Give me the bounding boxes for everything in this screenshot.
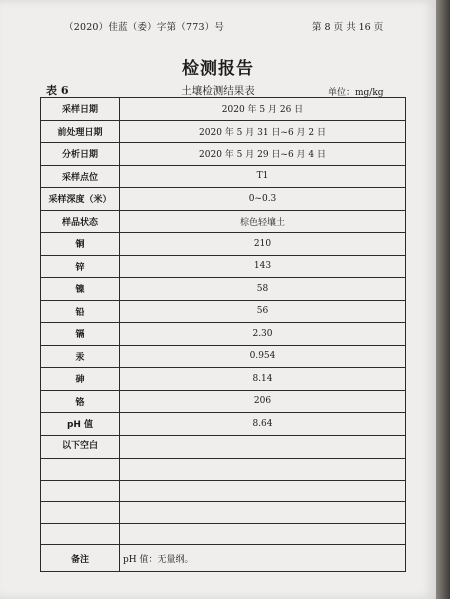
row-value: 8.14 <box>120 368 406 391</box>
table-row <box>41 323 406 346</box>
row-value: 210 <box>120 233 406 256</box>
empty-cell <box>120 435 406 459</box>
empty-row <box>41 523 406 545</box>
empty-cell <box>120 502 406 524</box>
table-row <box>41 188 406 211</box>
table-row <box>41 143 406 166</box>
table-row <box>41 413 406 436</box>
table-number: 表 6 <box>46 84 69 97</box>
blank-marker-row <box>41 435 406 459</box>
row-label: 样品状态 <box>41 210 120 233</box>
page-indicator: 第 8 页 共 16 页 <box>312 22 384 33</box>
row-label: 铜 <box>41 233 120 256</box>
empty-row <box>41 480 406 502</box>
row-value: T1 <box>120 165 406 188</box>
document-number: （2020）佳蓝（委）字第（773）号 <box>64 22 225 33</box>
row-label: 分析日期 <box>41 143 120 166</box>
table-row <box>41 255 406 278</box>
page-edge-shadow <box>436 0 450 599</box>
blank-marker: 以下空白 <box>41 435 120 459</box>
row-label: 前处理日期 <box>41 120 120 143</box>
empty-cell <box>120 480 406 502</box>
row-label: 汞 <box>41 345 120 368</box>
empty-row <box>41 459 406 481</box>
soil-results-table <box>40 97 406 572</box>
empty-cell <box>41 502 120 524</box>
row-value: 2.30 <box>120 323 406 346</box>
row-value: 56 <box>120 300 406 323</box>
row-value: 2020 年 5 月 31 日~6 月 2 日 <box>120 120 406 143</box>
row-label: 铅 <box>41 300 120 323</box>
row-value: 2020 年 5 月 29 日~6 月 4 日 <box>120 143 406 166</box>
empty-row <box>41 502 406 524</box>
table-row <box>41 233 406 256</box>
row-label: pH 值 <box>41 413 120 436</box>
table-title: 土壤检测结果表 <box>181 85 255 97</box>
table-row <box>41 120 406 143</box>
row-label: 锌 <box>41 255 120 278</box>
remark-label: 备注 <box>41 545 120 572</box>
row-value: 8.64 <box>120 413 406 436</box>
remark-row <box>41 545 406 572</box>
row-label: 铬 <box>41 390 120 413</box>
row-value: 0~0.3 <box>120 188 406 211</box>
row-label: 采样深度（米） <box>41 188 120 211</box>
empty-cell <box>120 459 406 481</box>
empty-cell <box>120 523 406 545</box>
remark-text: pH 值：无量纲。 <box>120 545 406 572</box>
row-value: 58 <box>120 278 406 301</box>
row-value: 0.954 <box>120 345 406 368</box>
table-row <box>41 210 406 233</box>
results-table-body <box>41 98 406 572</box>
empty-cell <box>41 459 120 481</box>
row-label: 镉 <box>41 323 120 346</box>
unit-label: 单位：mg/kg <box>328 88 384 98</box>
empty-cell <box>41 523 120 545</box>
table-row <box>41 345 406 368</box>
table-row <box>41 390 406 413</box>
row-value: 143 <box>120 255 406 278</box>
row-label: 采样点位 <box>41 165 120 188</box>
empty-cell <box>41 480 120 502</box>
table-row <box>41 300 406 323</box>
table-row <box>41 165 406 188</box>
table-row <box>41 278 406 301</box>
row-value: 206 <box>120 390 406 413</box>
row-value: 2020 年 5 月 26 日 <box>120 98 406 121</box>
report-title: 检测报告 <box>182 59 254 79</box>
table-row <box>41 98 406 121</box>
row-label: 采样日期 <box>41 98 120 121</box>
row-label: 镍 <box>41 278 120 301</box>
row-value: 棕色轻壤土 <box>120 210 406 233</box>
row-label: 砷 <box>41 368 120 391</box>
table-row <box>41 368 406 391</box>
